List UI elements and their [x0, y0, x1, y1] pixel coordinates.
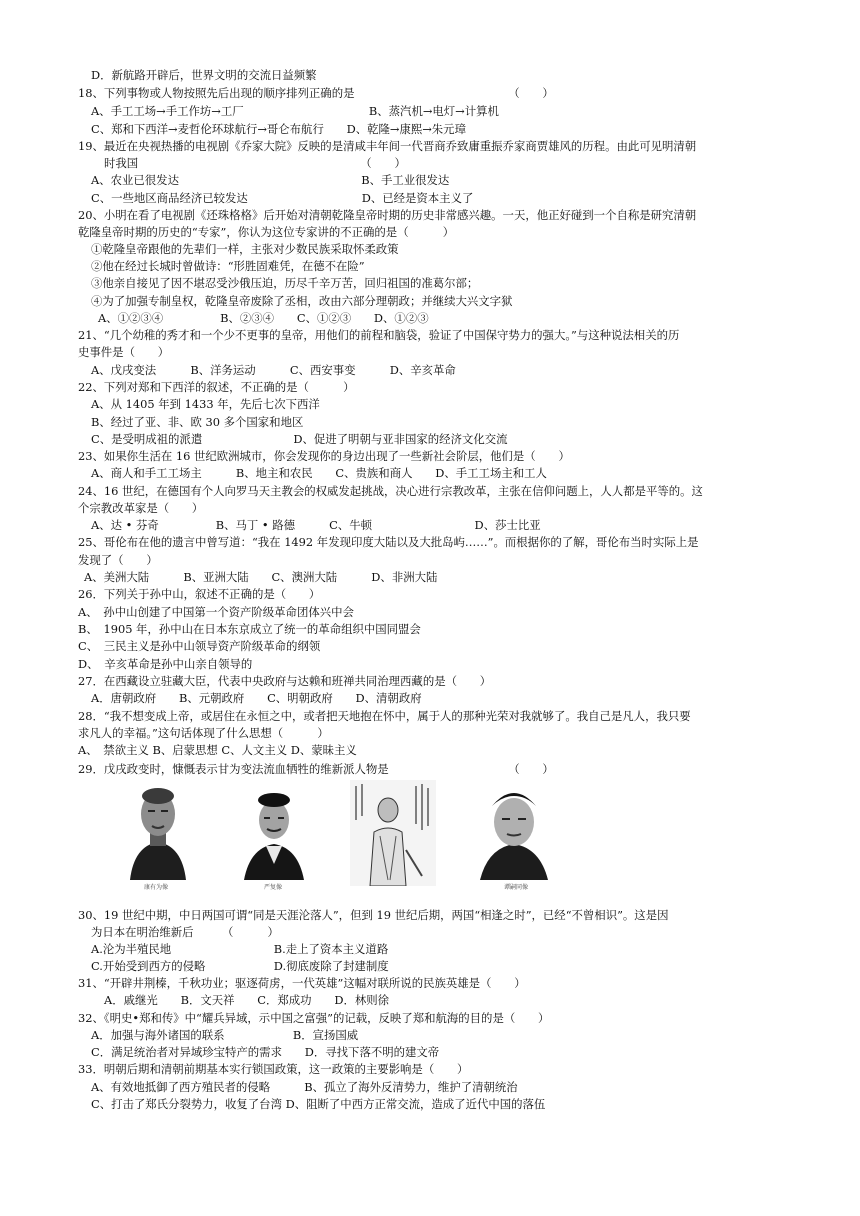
option-line: A、商人和手工工场主 B、地主和农民 C、贵族和商人 D、手工工场主和工人	[91, 466, 547, 480]
text-line: 乾隆皇帝时期的历史的“专家”，你认为这位专家讲的不正确的是（ ）	[78, 225, 455, 239]
question-31: 31、“开辟井荆榛，千秋功业；驱逐荷虏，一代英雄”这幅对联所说的民族英雄是（ ）	[78, 976, 526, 990]
option-line: C、 三民主义是孙中山领导资产阶级革命的纲领	[78, 639, 321, 653]
option-line: A、 禁欲主义 B、启蒙思想 C、人文主义 D、蒙昧主义	[78, 743, 357, 757]
portrait-row	[0, 780, 860, 896]
statement-1: ①乾隆皇帝跟他的先辈们一样，主张对少数民族采取怀柔政策	[91, 242, 399, 256]
option-line: A、有效地抵御了西方殖民者的侵略 B、孤立了海外反清势力，维护了清朝统治	[91, 1080, 518, 1094]
option-line: C、打击了郑氏分裂势力，收复了台湾 D、阻断了中西方正常交流，造成了近代中国的落伍	[91, 1097, 546, 1111]
question-29: 29．戊戌政变时，慷慨表示甘为变法流血牺牲的维新派人物是 （ ）	[78, 762, 554, 776]
option-line: A.沦为半殖民地 B.走上了资本主义道路	[91, 942, 389, 956]
text-line: 发现了（ ）	[78, 553, 158, 567]
option-line: A、达 • 芬奇 B、马丁 • 路德 C、牛顿 D、莎士比亚	[91, 518, 541, 532]
question-18: 18、下列事物或人物按照先后出现的顺序排列正确的是 （ ）	[78, 86, 554, 100]
question-23: 23、如果你生活在 16 世纪欧洲城市，你会发现你的身边出现了一些新社会阶层，他们是（ ）	[78, 449, 570, 463]
option-line: A．唐朝政府 B、元朝政府 C、明朝政府 D、清朝政府	[91, 691, 422, 705]
text-line: 为日本在明治维新后 （ ）	[91, 925, 279, 939]
option-line: A、美洲大陆 B、亚洲大陆 C、澳洲大陆 D、非洲大陆	[84, 570, 438, 584]
question-30: 30、19 世纪中期，中日两国可谓“同是天涯沦落人”，但到 19 世纪后期，两国“相逢之时”，已经“不曾相识”。这是因	[78, 908, 669, 922]
question-24: 24、16 世纪，在德国有个人向罗马天主教会的权威发起挑战，决心进行宗教改革，主张在信仰问题上，人人都是平等的。这	[78, 484, 703, 498]
portrait-caption: 谭嗣同像	[504, 884, 529, 891]
option-line: A、从 1405 年到 1433 年，先后七次下西洋	[91, 397, 320, 411]
question-26: 26．下列关于孙中山，叙述不正确的是（ ）	[78, 587, 321, 601]
portrait-sketch	[350, 780, 436, 888]
question-33: 33．明朝后期和清朝前期基本实行锁国政策，这一政策的主要影响是（ ）	[78, 1062, 469, 1076]
option-line: A、农业已很发达 B、手工业很发达	[91, 173, 450, 187]
option-line: B、经过了亚、非、欧 30 多个国家和地区	[91, 415, 304, 429]
text-line: 求凡人的幸福。”这句话体现了什么思想（ ）	[78, 726, 329, 740]
question-21: 21、“几个幼稚的秀才和一个少不更事的皇帝，用他们的前程和脑袋，验证了中国保守势力的强大。”与这种说法相关的历	[78, 328, 680, 342]
text-line: 史事件是（ ）	[78, 345, 170, 359]
text-line: 个宗教改革家是（ ）	[78, 501, 204, 515]
text-line: 时我国 （ ）	[104, 156, 406, 170]
option-line: B、 1905 年，孙中山在日本东京成立了统一的革命组织中国同盟会	[78, 622, 421, 636]
portrait-tan-sitong	[476, 784, 552, 891]
option-line: C、一些地区商品经济已较发达 D、已经是资本主义了	[91, 191, 474, 205]
statement-3: ③他亲自接见了因不堪忍受沙俄压迫，历尽千辛万苦，回归祖国的准葛尔部；	[91, 276, 479, 290]
question-32: 32、《明史•郑和传》中“耀兵异域，示中国之富强”的记载，反映了郑和航海的目的是（ ）	[78, 1011, 550, 1025]
option-line: A、 孙中山创建了中国第一个资产阶级革命团体兴中会	[78, 605, 354, 619]
question-20: 20、小明在看了电视剧《还珠格格》后开始对清朝乾隆皇帝时期的历史非常感兴趣。一天，他正好碰到一个自称是研究清朝	[78, 208, 697, 222]
option-line: A．加强与海外诸国的联系 B．宣扬国威	[91, 1028, 359, 1042]
option-line: A、①②③④ B、②③④ C、①②③ D、①②③	[98, 311, 429, 325]
portrait-kang-youwei	[122, 780, 194, 891]
question-28: 28．“我不想变成上帝，或居住在永恒之中，或者把天地抱在怀中，属于人的那种光荣对我就够了。我自己是凡人，我只要	[78, 709, 691, 723]
option-line: C、郑和下西洋→麦哲伦环球航行→哥仑布航行 D、乾隆→康熙→朱元璋	[91, 122, 466, 136]
question-22: 22、下列对郑和下西洋的叙述，不正确的是（ ）	[78, 380, 355, 394]
option-line: D、 辛亥革命是孙中山亲自领导的	[78, 657, 253, 671]
portrait-caption: 康有为像	[144, 884, 169, 891]
option-line: A、戊戌变法 B、洋务运动 C、西安事变 D、辛亥革命	[91, 363, 456, 377]
text-line: D．新航路开辟后，世界文明的交流日益频繁	[91, 68, 317, 82]
question-27: 27．在西藏设立驻藏大臣，代表中央政府与达赖和班禅共同治理西藏的是（ ）	[78, 674, 492, 688]
option-line: A、手工工场→手工作坊→工厂 B、蒸汽机→电灯→计算机	[91, 104, 499, 118]
option-line: A．戚继光 B．文天祥 C．郑成功 D．林则徐	[104, 993, 390, 1007]
question-19: 19、最近在央视热播的电视剧《乔家大院》反映的是清咸丰年间一代晋商乔致庸重振乔家商贾雄风的历程。由此可见明清朝	[78, 139, 697, 153]
statement-2: ②他在经过长城时曾做诗：“形胜固难凭，在德不在险”	[91, 259, 365, 273]
portrait-yan-fu	[240, 786, 308, 891]
option-line: C、是受明成祖的派遣 D、促进了明朝与亚非国家的经济文化交流	[91, 432, 508, 446]
option-line: C.开始受到西方的侵略 D.彻底废除了封建制度	[91, 959, 389, 973]
question-25: 25、哥伦布在他的遗言中曾写道：“我在 1492 年发现印度大陆以及大批岛屿……”。而根据你的了解，哥伦布当时实际上是	[78, 535, 699, 549]
option-line: C．满足统治者对异域珍宝特产的需求 D．寻找下落不明的建文帝	[91, 1045, 440, 1059]
portrait-caption: 严复像	[264, 884, 283, 891]
statement-4: ④为了加强专制皇权，乾隆皇帝废除了丞相，改由六部分理朝政；并继续大兴文字狱	[91, 294, 513, 308]
